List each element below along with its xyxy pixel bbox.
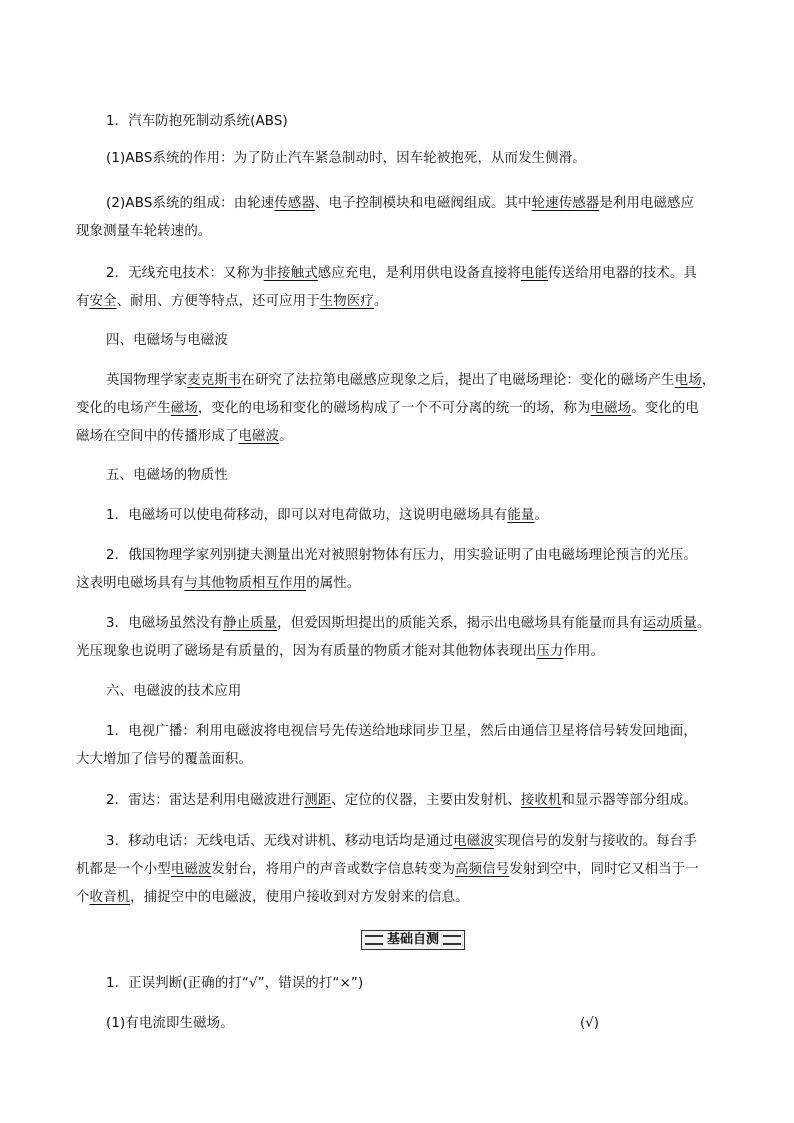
text-segment: (1)ABS系统的作用：为了防止汽车紧急制动时，因车轮被抱死，从而发生侧滑。 [106,151,586,166]
text-segment: 。 [373,294,388,309]
text-segment: 这表明电磁场具有 [76,576,185,591]
underlined-term: 非接触式 [263,266,318,281]
text-segment: 四、电磁场与电磁波 [106,333,228,348]
text-segment: 的属性。 [306,576,361,591]
text-segment: (1)有电流即生磁场。 [106,1016,234,1031]
underlined-term: 电磁波 [453,834,494,849]
paragraph-1-line-0 [76,145,756,173]
paragraph-11-line-1 [76,746,726,774]
text-segment: 2．雷达：雷达是利用电磁波进行 [106,793,305,808]
text-segment: 、电子控制模块和电磁阀组成。其中 [314,196,532,211]
text-segment: 英国物理学家 [106,373,188,388]
text-segment: 。 [696,616,711,631]
text-segment: ，变化的电场和变化的磁场构成了一个不可分离的统一的场，称为 [197,401,591,416]
text-segment: 和显示器等部分组成。 [561,793,697,808]
text-segment: 2．俄国物理学家列别捷夫测量出光对被照射物体有压力，用实验证明了由电磁场理论预言的光压。 [106,548,697,563]
paragraph-3-line-0 [76,260,756,288]
text-segment: 、定位的仪器，主要由发射机、 [331,793,521,808]
paragraph-9-line-1 [76,638,726,666]
text-segment: 感应充电，是利用供电设备直接将 [317,266,521,281]
text-segment: 3．电磁场虽然没有 [106,616,223,631]
underlined-term: 传感器 [274,196,315,211]
underlined-term: 收音机 [89,890,131,905]
paragraph-3-line-1 [76,288,726,316]
text-segment: ，但爱因斯坦提出的质能关系，揭示出电磁场具有能量而具有 [277,616,643,631]
text-segment: 个 [76,890,90,905]
underlined-term: 压力 [536,644,564,659]
text-segment: (2)ABS系统的组成：由轮速 [106,196,275,211]
text-segment: 。变化的电 [631,401,699,416]
paragraph-2-line-0 [76,190,756,218]
text-segment: ，捕捉空中的电磁波，使用户接收到对方发射来的信息。 [130,890,469,905]
text-segment: 2．无线充电技术：又称为 [106,266,264,281]
text-segment: 1．电视广播：利用电磁波将电视信号先传送给地球同步卫星，然后由通信卫星将信号转发回地面， [106,724,697,739]
underlined-term: 麦克斯韦 [187,373,242,388]
underlined-term: 与其他物质相互作用 [184,576,307,591]
section-badge-label: 基础自测 [383,932,443,947]
text-segment: 3．移动电话：无线电话、无线对讲机、移动电话均是通过 [106,834,454,849]
text-segment: 磁场在空间中的传播形成了 [76,429,239,444]
paragraph-7-line-0 [76,502,756,530]
text-segment: 发射到空中，同时它又相当于一 [509,862,699,877]
underlined-term: 电能 [520,266,548,281]
underlined-term: 静止质量 [223,616,278,631]
paragraph-4-line-0 [76,327,756,355]
text-segment: ， [701,373,716,388]
underlined-term: 电场 [674,373,702,388]
underlined-term: 运动质量 [642,616,697,631]
paragraph-8-line-0 [76,542,756,570]
paragraph-11-line-0 [76,718,756,746]
text-segment: 是利用电磁感应 [599,196,695,211]
paragraph-5-line-1 [76,395,726,423]
text-segment: 1．汽车防抱死制动系统(ABS) [106,114,288,129]
text-segment: 现象测量车轮转速的。 [76,224,212,239]
section-badge [361,930,465,950]
underlined-term: 磁场 [170,401,198,416]
paragraph-5-line-0 [76,367,756,395]
paragraph-2-line-1 [76,218,726,246]
text-segment: 传送给用电器的技术。具 [548,266,697,281]
text-segment: 六、电磁波的技术应用 [106,684,242,699]
underlined-term: 高频信号 [455,862,510,877]
text-segment: 大大增加了信号的覆盖面积。 [76,752,253,767]
text-segment: 机都是一个小型 [76,862,171,877]
paragraph-15-line-0 [76,1010,756,1038]
text-segment: 五、电磁场的物质性 [106,468,228,483]
text-segment: 作用。 [563,644,605,659]
underlined-term: 电磁场 [590,401,632,416]
paragraph-13-line-1 [76,856,726,884]
underlined-term: 轮速传感器 [531,196,600,211]
text-segment: 光压现象也说明了磁场是有质量的，因为有质量的物质才能对其他物体表现出 [76,644,537,659]
text-segment: 在研究了法拉第电磁感应现象之后，提出了电磁场理论：变化的磁场产生 [241,373,675,388]
paragraph-5-line-2 [76,423,726,451]
text-segment: 。 [279,429,293,444]
paragraph-6-line-0 [76,462,756,490]
paragraph-14-line-0 [76,970,756,998]
underlined-term: 测距 [304,793,332,808]
text-segment: 有 [76,294,90,309]
text-segment: 、耐用、方便等特点，还可应用于 [116,294,320,309]
underlined-term: 能量 [507,508,535,523]
text-segment: 1．电磁场可以使电荷移动，即可以对电荷做功，这说明电磁场具有 [106,508,508,523]
underlined-term: 安全 [89,294,117,309]
paragraph-13-line-2 [76,884,726,912]
text-segment: 发射台，将用户的声音或数字信息转变为 [211,862,456,877]
underlined-term: 生物医疗 [319,294,374,309]
paragraph-9-line-0 [76,610,756,638]
answer-mark: (√) [580,1016,599,1031]
text-segment: 。 [534,508,548,523]
text-segment: 1．正误判断(正确的打“√”，错误的打“×”) [106,976,364,991]
text-segment: 变化的电场产生 [76,401,171,416]
text-segment: 实现信号的发射与接收的。每台手 [493,834,697,849]
paragraph-0-line-0 [76,108,756,136]
underlined-term: 电磁波 [238,429,280,444]
paragraph-13-line-0 [76,828,756,856]
underlined-term: 电磁波 [170,862,212,877]
paragraph-8-line-1 [76,570,726,598]
underlined-term: 接收机 [520,793,562,808]
paragraph-10-line-0 [76,678,756,706]
paragraph-12-line-0 [76,787,756,815]
